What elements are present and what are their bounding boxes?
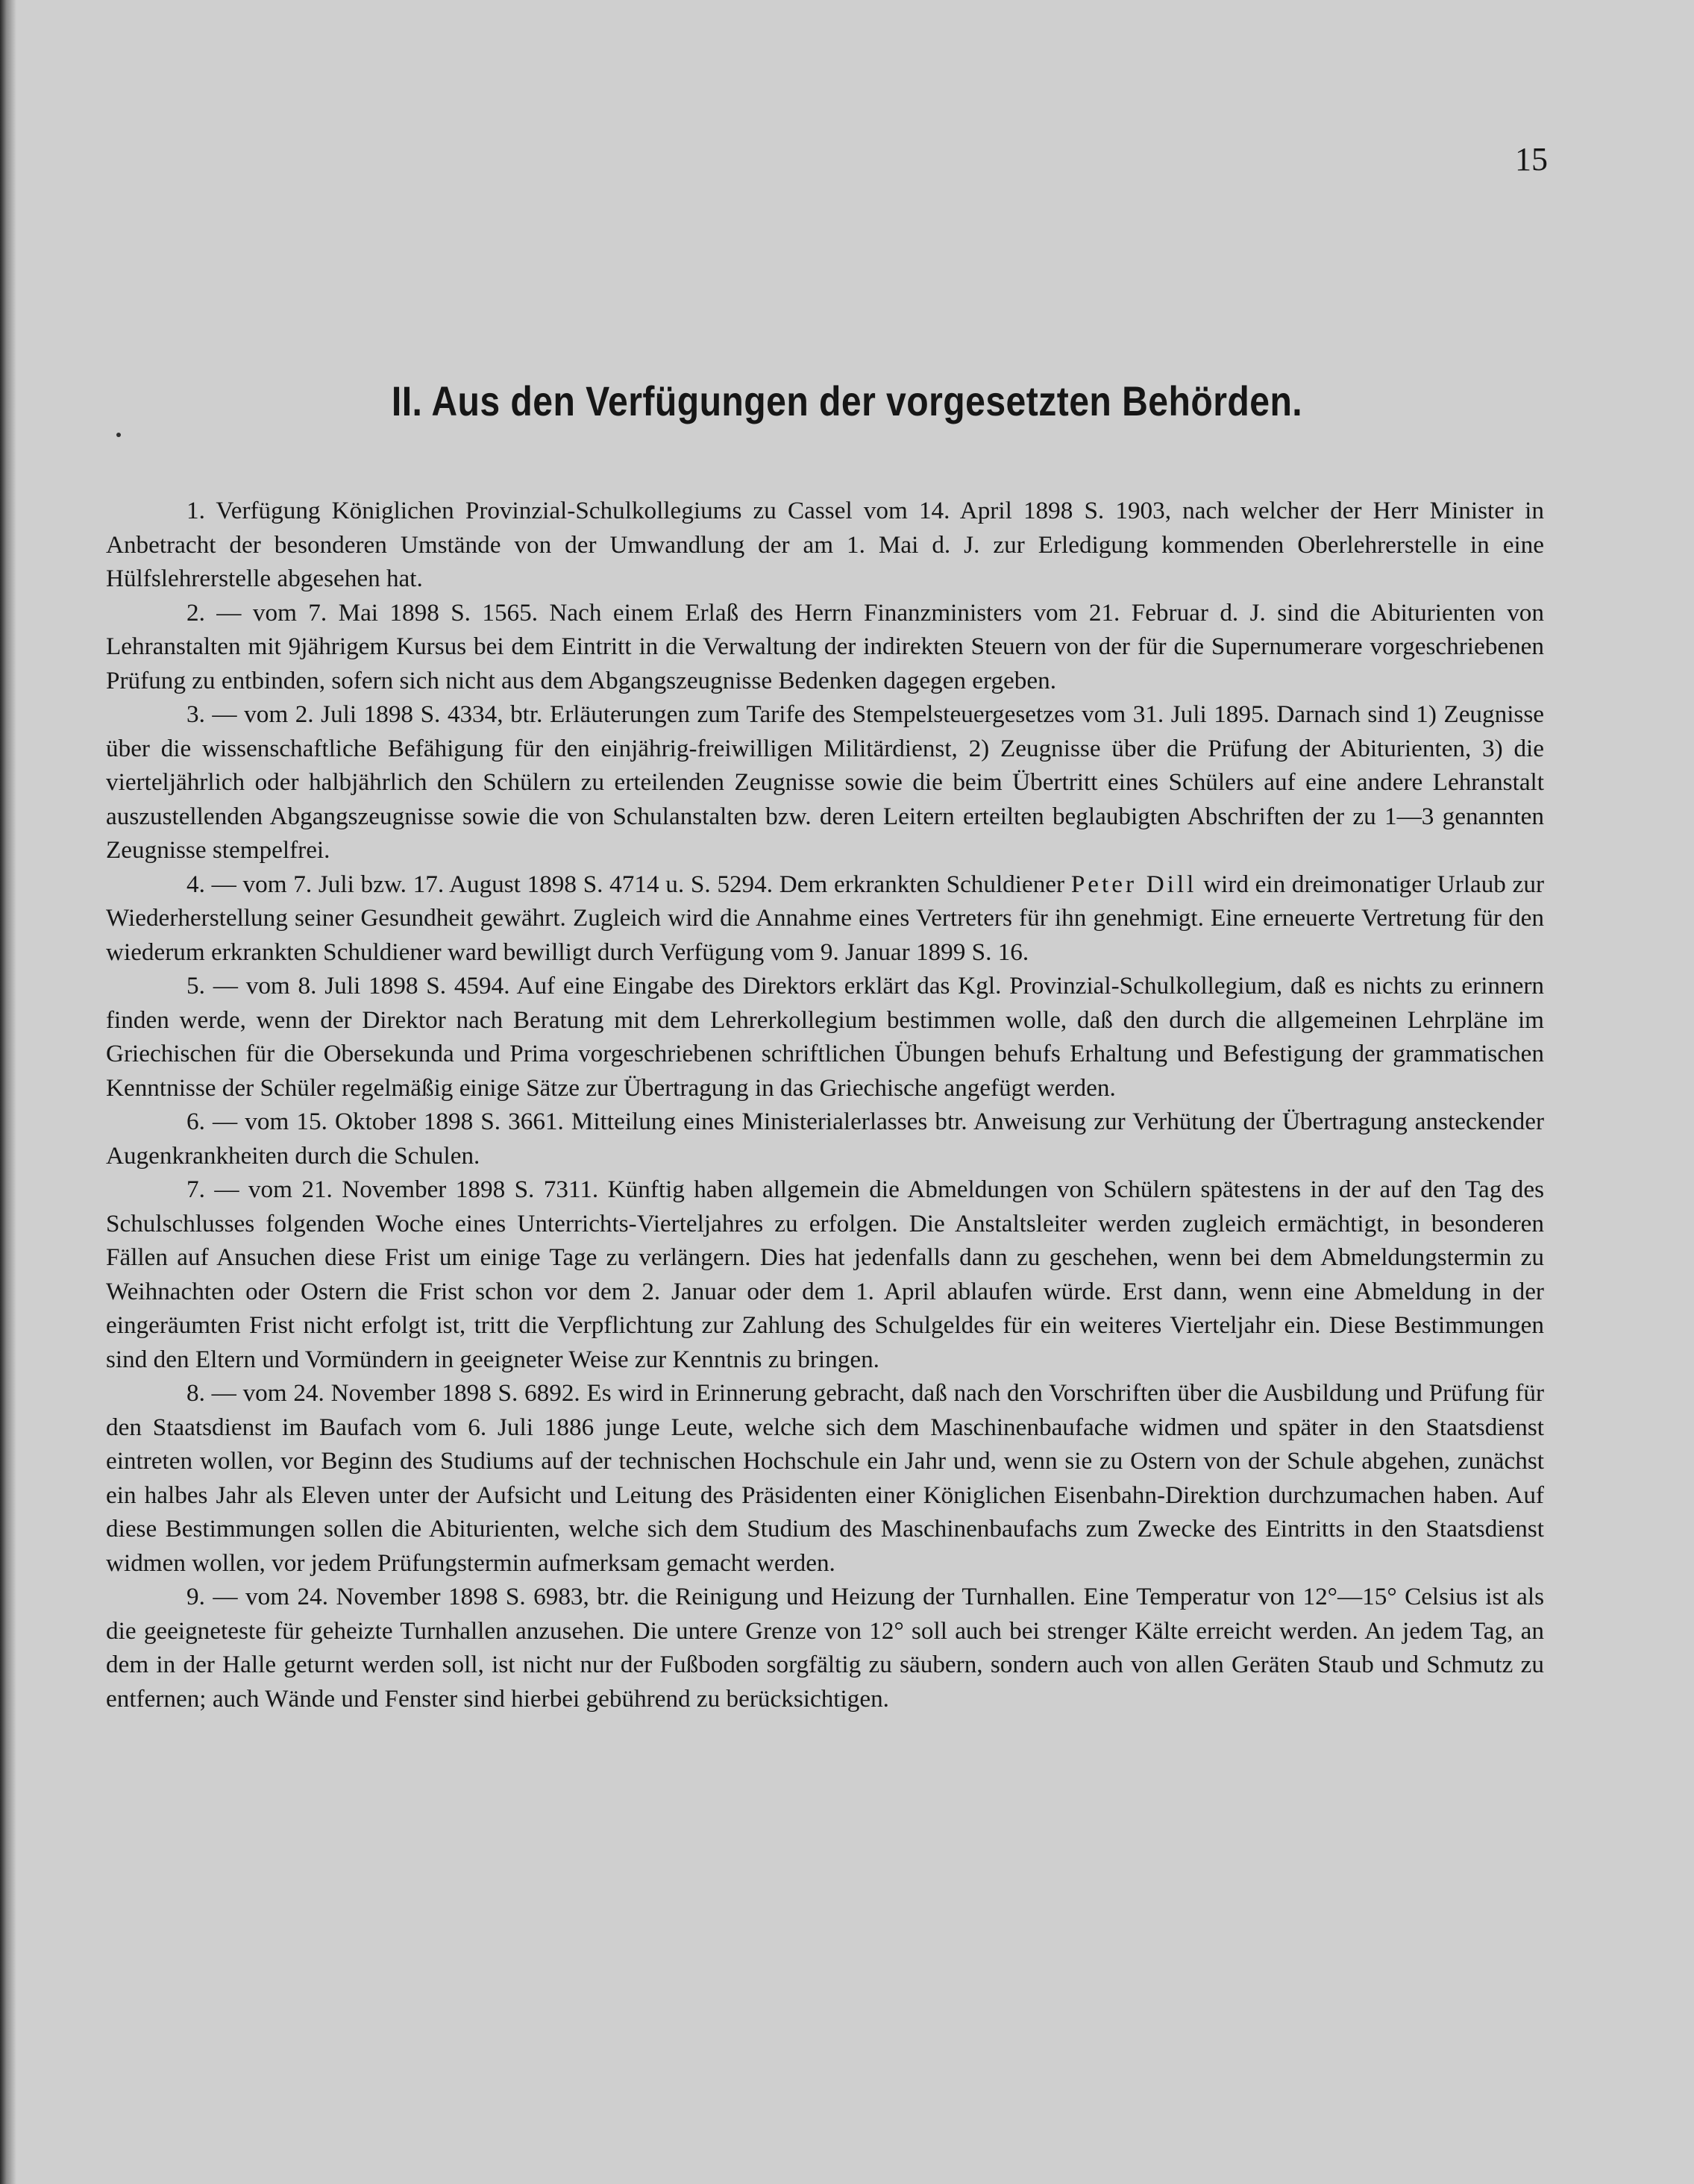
decree-entry-3: 3. — vom 2. Juli 1898 S. 4334, btr. Erläuterungen zum Tarife des Stempelsteuergesetzes vom 31. Juli 1895. Darnach sind 1) Zeugnisse über die wissenschaftliche Befähigung für den einjährig-freiwilligen Militärdienst, 2) Zeugnisse über die Prüfung der Abiturienten, 3) die vierteljährlich oder halbjährlich den Schülern zu erteilenden Zeugnisse sowie die beim Übertritt eines Schülers auf eine andere Lehranstalt auszustellenden Abgangszeugnisse sowie die von Schulanstalten bzw. deren Leitern erteilten beglaubigten Abschriften der zu 1—3 genannten Zeugnisse stempelfrei. (106, 700, 1544, 864)
stray-mark (116, 433, 121, 437)
entry-4-text-after: wird ein dreimonatiger Urlaub zur Wiederherstellung seiner Gesundheit gewährt. Zugleich wird die Annahme eines Vertreters für ihn genehmigt. Eine erneuerte Vertretung für den wiederum erkrankten Schuldiener ward bewilligt durch Verfügung vom 9. Januar 1899 S. 16. (106, 870, 1544, 966)
binding-edge-shadow (0, 0, 16, 2184)
decree-entry-6: 6. — vom 15. Oktober 1898 S. 3661. Mitteilung eines Ministerialerlasses btr. Anweisung zur Verhütung der Übertragung ansteckender Augenkrankheiten durch die Schulen. (106, 1108, 1544, 1170)
decree-entry-7: 7. — vom 21. November 1898 S. 7311. Künftig haben allgemein die Abmeldungen von Schülern spätestens in der auf den Tag des Schulschlusses folgenden Woche eines Unterrichts-Vierteljahres zu erfolgen. Die Anstaltsleiter werden zugleich ermächtigt, in besonderen Fällen auf Ansuchen diese Frist um einige Tage zu verlängern. Dies hat jedenfalls dann zu geschehen, wenn bei dem Abmeldungstermin zu Weihnachten oder Ostern die Frist schon vor dem 2. Januar oder dem 1. April ablaufen würde. Erst dann, wenn eine Abmeldung in der eingeräumten Frist nicht erfolgt ist, tritt die Verpflichtung zur Zahlung des Schulgeldes für ein weiteres Vierteljahr ein. Diese Bestimmungen sind den Eltern und Vormündern in geeigneter Weise zur Kenntnis zu bringen. (106, 1176, 1544, 1373)
page-number: 15 (1515, 141, 1548, 178)
entry-4-text-before: 4. — vom 7. Juli bzw. 17. August 1898 S. 4714 u. S. 5294. Dem erkrankten Schuldiener (186, 870, 1071, 898)
section-heading: II. Aus den Verfügungen der vorgesetzten Behörden. (391, 377, 1303, 424)
decree-entry-9: 9. — vom 24. November 1898 S. 6983, btr. die Reinigung und Heizung der Turnhallen. Eine Temperatur von 12°—15° Celsius ist als die geeigneteste für geheizte Turnhallen anzusehen. Die untere Grenze von 12° soll auch bei strenger Kälte erreicht werden. An jedem Tag, an dem in der Halle geturnt werden soll, ist nicht nur der Fußboden sorgfältig zu säubern, sondern auch von allen Geräten Staub und Schmutz zu entfernen; auch Wände und Fenster sind hierbei gebührend zu berücksichtigen. (106, 1583, 1544, 1713)
decree-entry-5: 5. — vom 8. Juli 1898 S. 4594. Auf eine Eingabe des Direktors erklärt das Kgl. Provinzial-Schulkollegium, daß es nichts zu erinnern finden werde, wenn der Direktor nach Beratung mit dem Lehrerkollegium bestimmen wolle, daß den durch die allgemeinen Lehrpläne im Griechischen für die Obersekunda und Prima vorgeschriebenen schriftlichen Übungen behufs Erhaltung und Befestigung der grammatischen Kenntnisse der Schüler regelmäßig einige Sätze zur Übertragung in das Griechische angefügt werden. (106, 972, 1544, 1102)
decree-entry-1: 1. Verfügung Königlichen Provinzial-Schulkollegiums zu Cassel vom 14. April 1898 S. 1903, nach welcher der Herr Minister in Anbetracht der besonderen Umstände von der Umwandlung der am 1. Mai d. J. zur Erledigung kommenden Oberlehrerstelle in eine Hülfslehrerstelle abgesehen hat. (106, 497, 1544, 592)
decree-entry-2: 2. — vom 7. Mai 1898 S. 1565. Nach einem Erlaß des Herrn Finanzministers vom 21. Februar d. J. sind die Abiturienten von Lehranstalten mit 9jährigem Kursus bei dem Eintritt in die Verwaltung der indirekten Steuern von der für die Supernumerare vorgeschriebenen Prüfung zu entbinden, sofern sich nicht aus dem Abgangszeugnisse Bedenken dagegen ergeben. (106, 598, 1544, 694)
document-body (106, 494, 1544, 1716)
entry-4-spaced-name: Peter Dill (1070, 870, 1197, 898)
decree-entry-8: 8. — vom 24. November 1898 S. 6892. Es wird in Erinnerung gebracht, daß nach den Vorschriften über die Ausbildung und Prüfung für den Staatsdienst im Baufach vom 6. Juli 1886 junge Leute, welche sich dem Maschinenbaufache widmen und später in den Staatsdienst eintreten wollen, vor Beginn des Studiums auf der technischen Hochschule ein Jahr und, wenn sie zu Ostern von der Schule abgehen, zunächst ein halbes Jahr als Eleven unter der Aufsicht und Leitung des Präsidenten einer Königlichen Eisenbahn-Direktion durchzumachen haben. Auf diese Bestimmungen sollen die Abiturienten, welche sich dem Studium des Maschinenbaufachs zum Zwecke des Eintritts in den Staatsdienst widmen wollen, vor jedem Prüfungstermin aufmerksam gemacht werden. (106, 1379, 1544, 1577)
decree-entry-4 (106, 867, 1544, 970)
